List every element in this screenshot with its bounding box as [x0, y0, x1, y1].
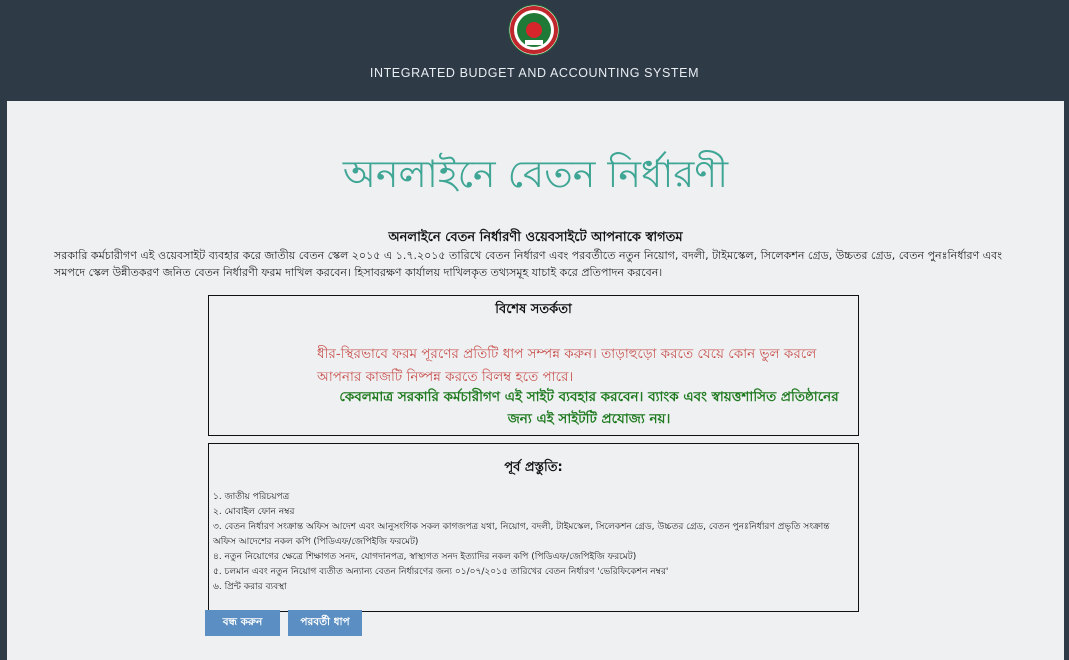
government-seal-icon [506, 4, 562, 56]
list-item: ১. জাতীয় পরিচয়পত্র [213, 492, 290, 502]
list-item: ৪. নতুন নিয়োগের ক্ষেত্রে শিক্ষাগত সনদ, যোগদানপত্র, স্বাস্থ্যগত সনদ ইত্যাদির নকল কপি (পিডিএফ/জেপিইজি ফরমেট) [213, 552, 637, 562]
page-title: অনলাইনে বেতন নির্ধারণী [342, 152, 729, 196]
intro-paragraph: সরকারি কর্মচারীগণ এই ওয়েবসাইট ব্যবহার করে জাতীয় বেতন স্কেল ২০১৫ এ ১.৭.২০১৫ তারিখে বেতন নির্ধারণ এবং পরবর্তীতে নতুন নিয়োগ, বদলী, টাইমস্কেল, সিলেকশন গ্রেড, উচ্চতর গ্রেড, বেতন পুনঃনির্ধারণ এবং সমপদে স্কেল উন্নীতকরণ জনিত বেতন নির্ধারণী ফরম দাখিল করবেন। হিসাবরক্ষণ কার্যালয় দাখিলকৃত তথ্যসমূহ যাচাই করে প্রতিপাদন করবেন। [54, 249, 1002, 279]
preparation-heading: পূর্ব প্রস্তুতি: [504, 460, 563, 475]
next-step-button[interactable]: পরবর্তী ধাপ [288, 610, 362, 636]
system-title: INTEGRATED BUDGET AND ACCOUNTING SYSTEM [369, 66, 700, 80]
caution-box [208, 295, 859, 436]
list-item: ৬. প্রিন্ট করার ব্যবস্থা [213, 582, 287, 592]
preparation-box [208, 443, 859, 612]
eligibility-notice: কেবলমাত্র সরকারি কর্মচারীগণ এই সাইট ব্যবহার করবেন। ব্যাংক এবং স্বায়ত্তশাসিত প্রতিষ্ঠানের জন্য এই সাইটটি প্রযোজ্য নয়। [339, 389, 839, 427]
list-item: ৩. বেতন নির্ধারণ সংক্রান্ত অফিস আদেশ এবং আনুসংগিক সকল কাগজপত্র যথা, নিয়োগ, বদলী, টাইমস্কেল, সিলেকশন গ্রেড, উচ্চতর গ্রেড, বেতন পুনঃনির্ধারণ প্রভৃতি সংক্রান্ত অফিস আদেশের নকল কপি (পিডিএফ/জেপিইজি ফরমেট) [213, 522, 830, 547]
list-item: ২. মোবাইল ফোন নম্বর [213, 507, 295, 517]
list-item: ৫. চলমান এবং নতুন নিয়োগ ব্যতীত অন্যান্য বেতন নির্ধারণের জন্য ০১/০৭/২০১৫ তারিখের বেতন নির্ধারণ 'ভেরিফিকেশন নম্বর' [213, 567, 669, 577]
main-content [7, 101, 1064, 660]
welcome-heading: অনলাইনে বেতন নির্ধারণী ওয়েবসাইটে আপনাকে স্বাগতম [388, 230, 683, 245]
caution-heading: বিশেষ সতর্কতা [495, 302, 572, 317]
preparation-list [213, 490, 853, 595]
site-header [0, 0, 1069, 100]
caution-warning-text: ধীর-স্থিরভাবে ফরম পূরণের প্রতিটি ধাপ সম্পন্ন করুন। তাড়াহুড়ো করতে যেয়ে কোন ভুল করলে আপনার কাজটি নিষ্পন্ন করতে বিলম্ব হতে পারে। [317, 346, 817, 385]
close-button[interactable]: বন্ধ করুন [205, 610, 280, 636]
